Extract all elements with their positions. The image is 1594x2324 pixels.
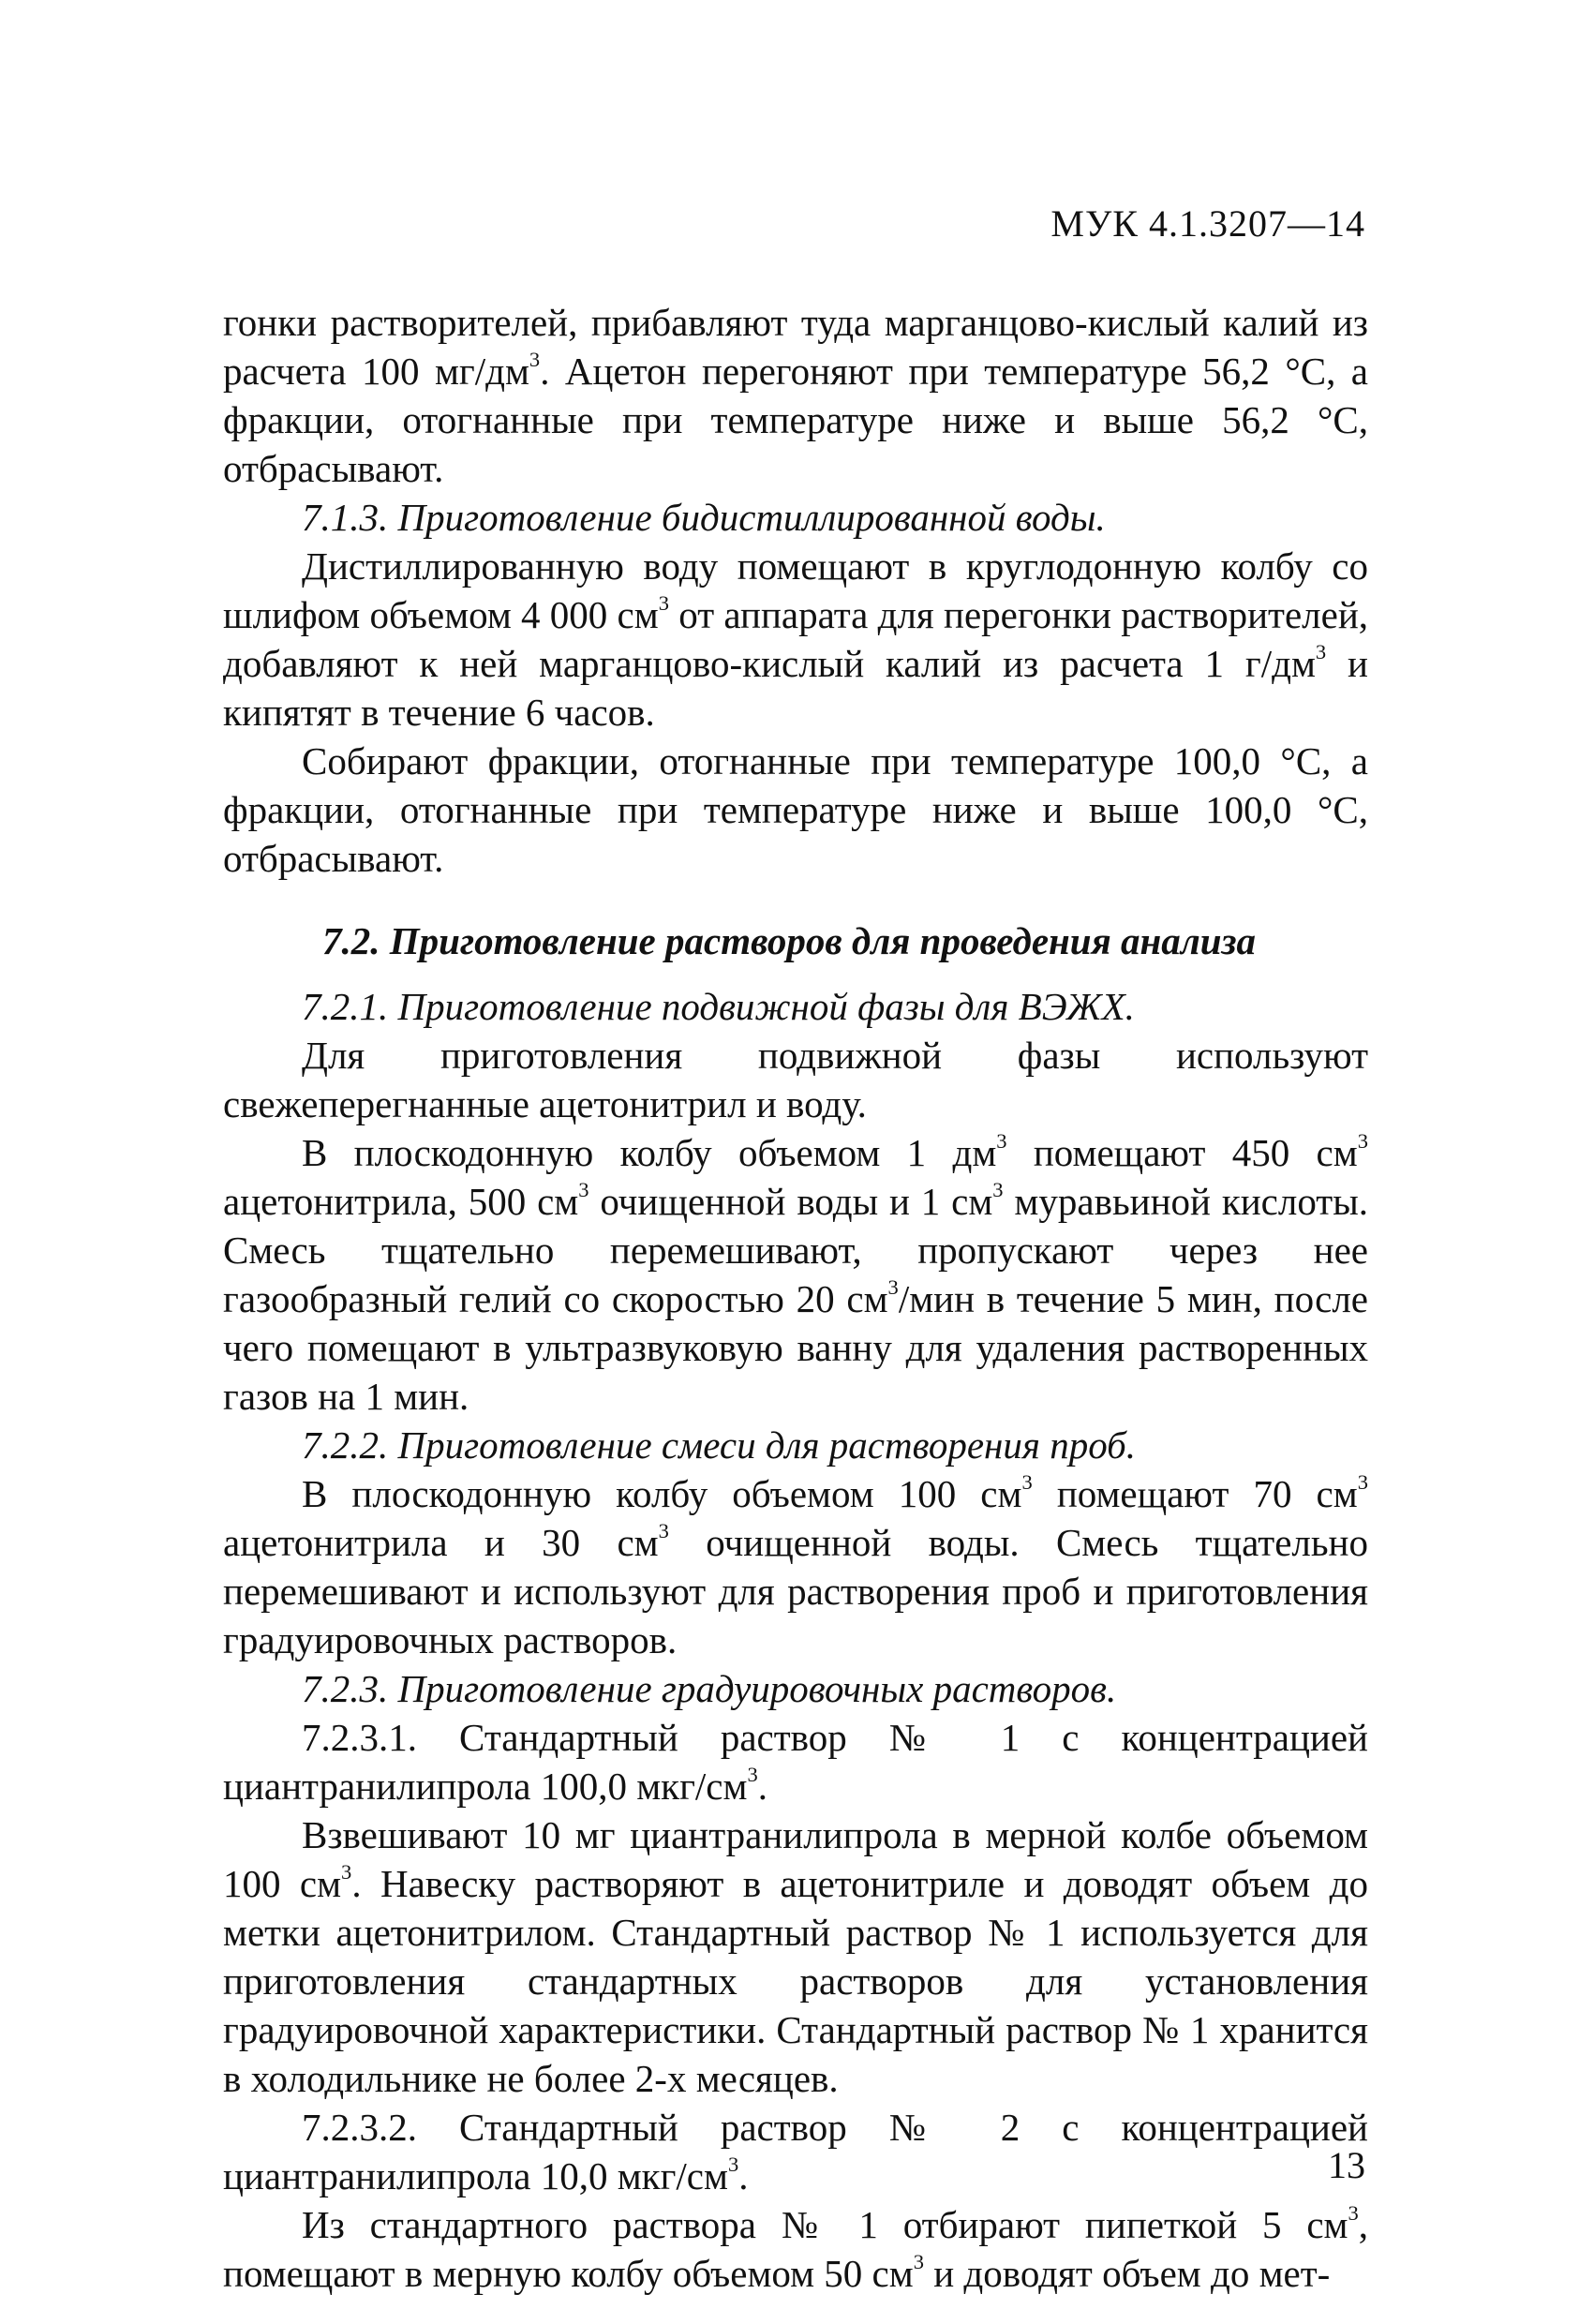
paragraph-2: Дистиллированную воду помещают в круглодонную колбу со шлифом объемом 4 000 $см^3$ от аппарата для перегонки растворителей, добавляют к ней марганцово-кислый калий из расчета 1 $г/дм^3$ и кипятят в течение 6 часов. <box>223 544 1369 734</box>
paragraph-6: В плоскодонную колбу объемом 100 $см^3$ помещают 70 $см^3$ ацетонитрила и 30 $см^3$ очищенной воды. Смесь тщательно перемешивают и используют для растворения проб и приготовления градуировочных растворов. <box>223 1469 1368 1661</box>
paragraph-1: гонки растворителей, прибавляют туда марганцово-кислый калий из расчета 100 $мг/дм^3$. Ацетон перегоняют при температуре 56,2 °С, а фракции, отогнанные при температуре ниже и выше 56,2 °С, отбрасывают. <box>223 301 1368 490</box>
document-header: МУК 4.1.3207—14 <box>1050 202 1365 245</box>
paragraph-8: Взвешивают 10 мг циантранилипрола в мерной колбе объемом 100 $см^3$. Навеску растворяют в ацетонитриле и доводят объем до метки ацетонитрилом. Стандартный раствор № 1 используется для приготовления стандартных растворов для установления градуировочной характеристики. Стандартный раствор № 1 хранится в холодильнике не более 2-х месяцев. <box>223 1813 1368 2100</box>
paragraph-4: Для приготовления подвижной фазы используют свежеперегнанные ацетонитрил и воду. <box>223 1034 1368 1125</box>
subsection-heading-7-2-2: 7.2.2. Приготовление смеси для растворения проб. <box>302 1423 1137 1467</box>
main-text <box>223 298 1368 2298</box>
paragraph-9: 7.2.3.2. Стандартный раствор № 2 с концентрацией циантранилипрола 10,0 мкг/$см^3$. <box>223 2106 1368 2197</box>
section-heading-7-2: 7.2. Приготовление растворов для проведения анализа <box>322 919 1257 962</box>
paragraph-3: Собирают фракции, отогнанные при температуре 100,0 °С, а фракции, отогнанные при температуре ниже и выше 100,0 °С, отбрасывают. <box>223 739 1368 880</box>
paragraph-7: 7.2.3.1. Стандартный раствор № 1 с концентрацией циантранилипрола 100,0 мкг/$см^3$. <box>223 1716 1368 1808</box>
paragraph-5: В плоскодонную колбу объемом 1 $дм^3$ помещают 450 $см^3$ ацетонитрила, 500 $см^3$ очищенной воды и 1 $см^3$ муравьиной кислоты. Смесь тщательно перемешивают, пропускают через нее газообразный гелий со скоростью 20 $см^3$/мин в течение 5 мин, после чего помещают в ультразвуковую ванну для удаления растворенных газов на 1 мин. <box>223 1128 1369 1418</box>
paragraph-10: Из стандартного раствора № 1 отбирают пипеткой 5 $см^3$, помещают в мерную колбу объемом 50 $см^3$ и доводят объем до мет- <box>223 2200 1368 2295</box>
page-number: 13 <box>1328 2144 1365 2186</box>
subsection-heading-7-1-3: 7.1.3. Приготовление бидистиллированной воды. <box>302 496 1106 539</box>
subsection-heading-7-2-3: 7.2.3. Приготовление градуировочных растворов. <box>302 1667 1117 1710</box>
subsection-heading-7-2-1: 7.2.1. Приготовление подвижной фазы для ВЭЖХ. <box>302 985 1135 1028</box>
